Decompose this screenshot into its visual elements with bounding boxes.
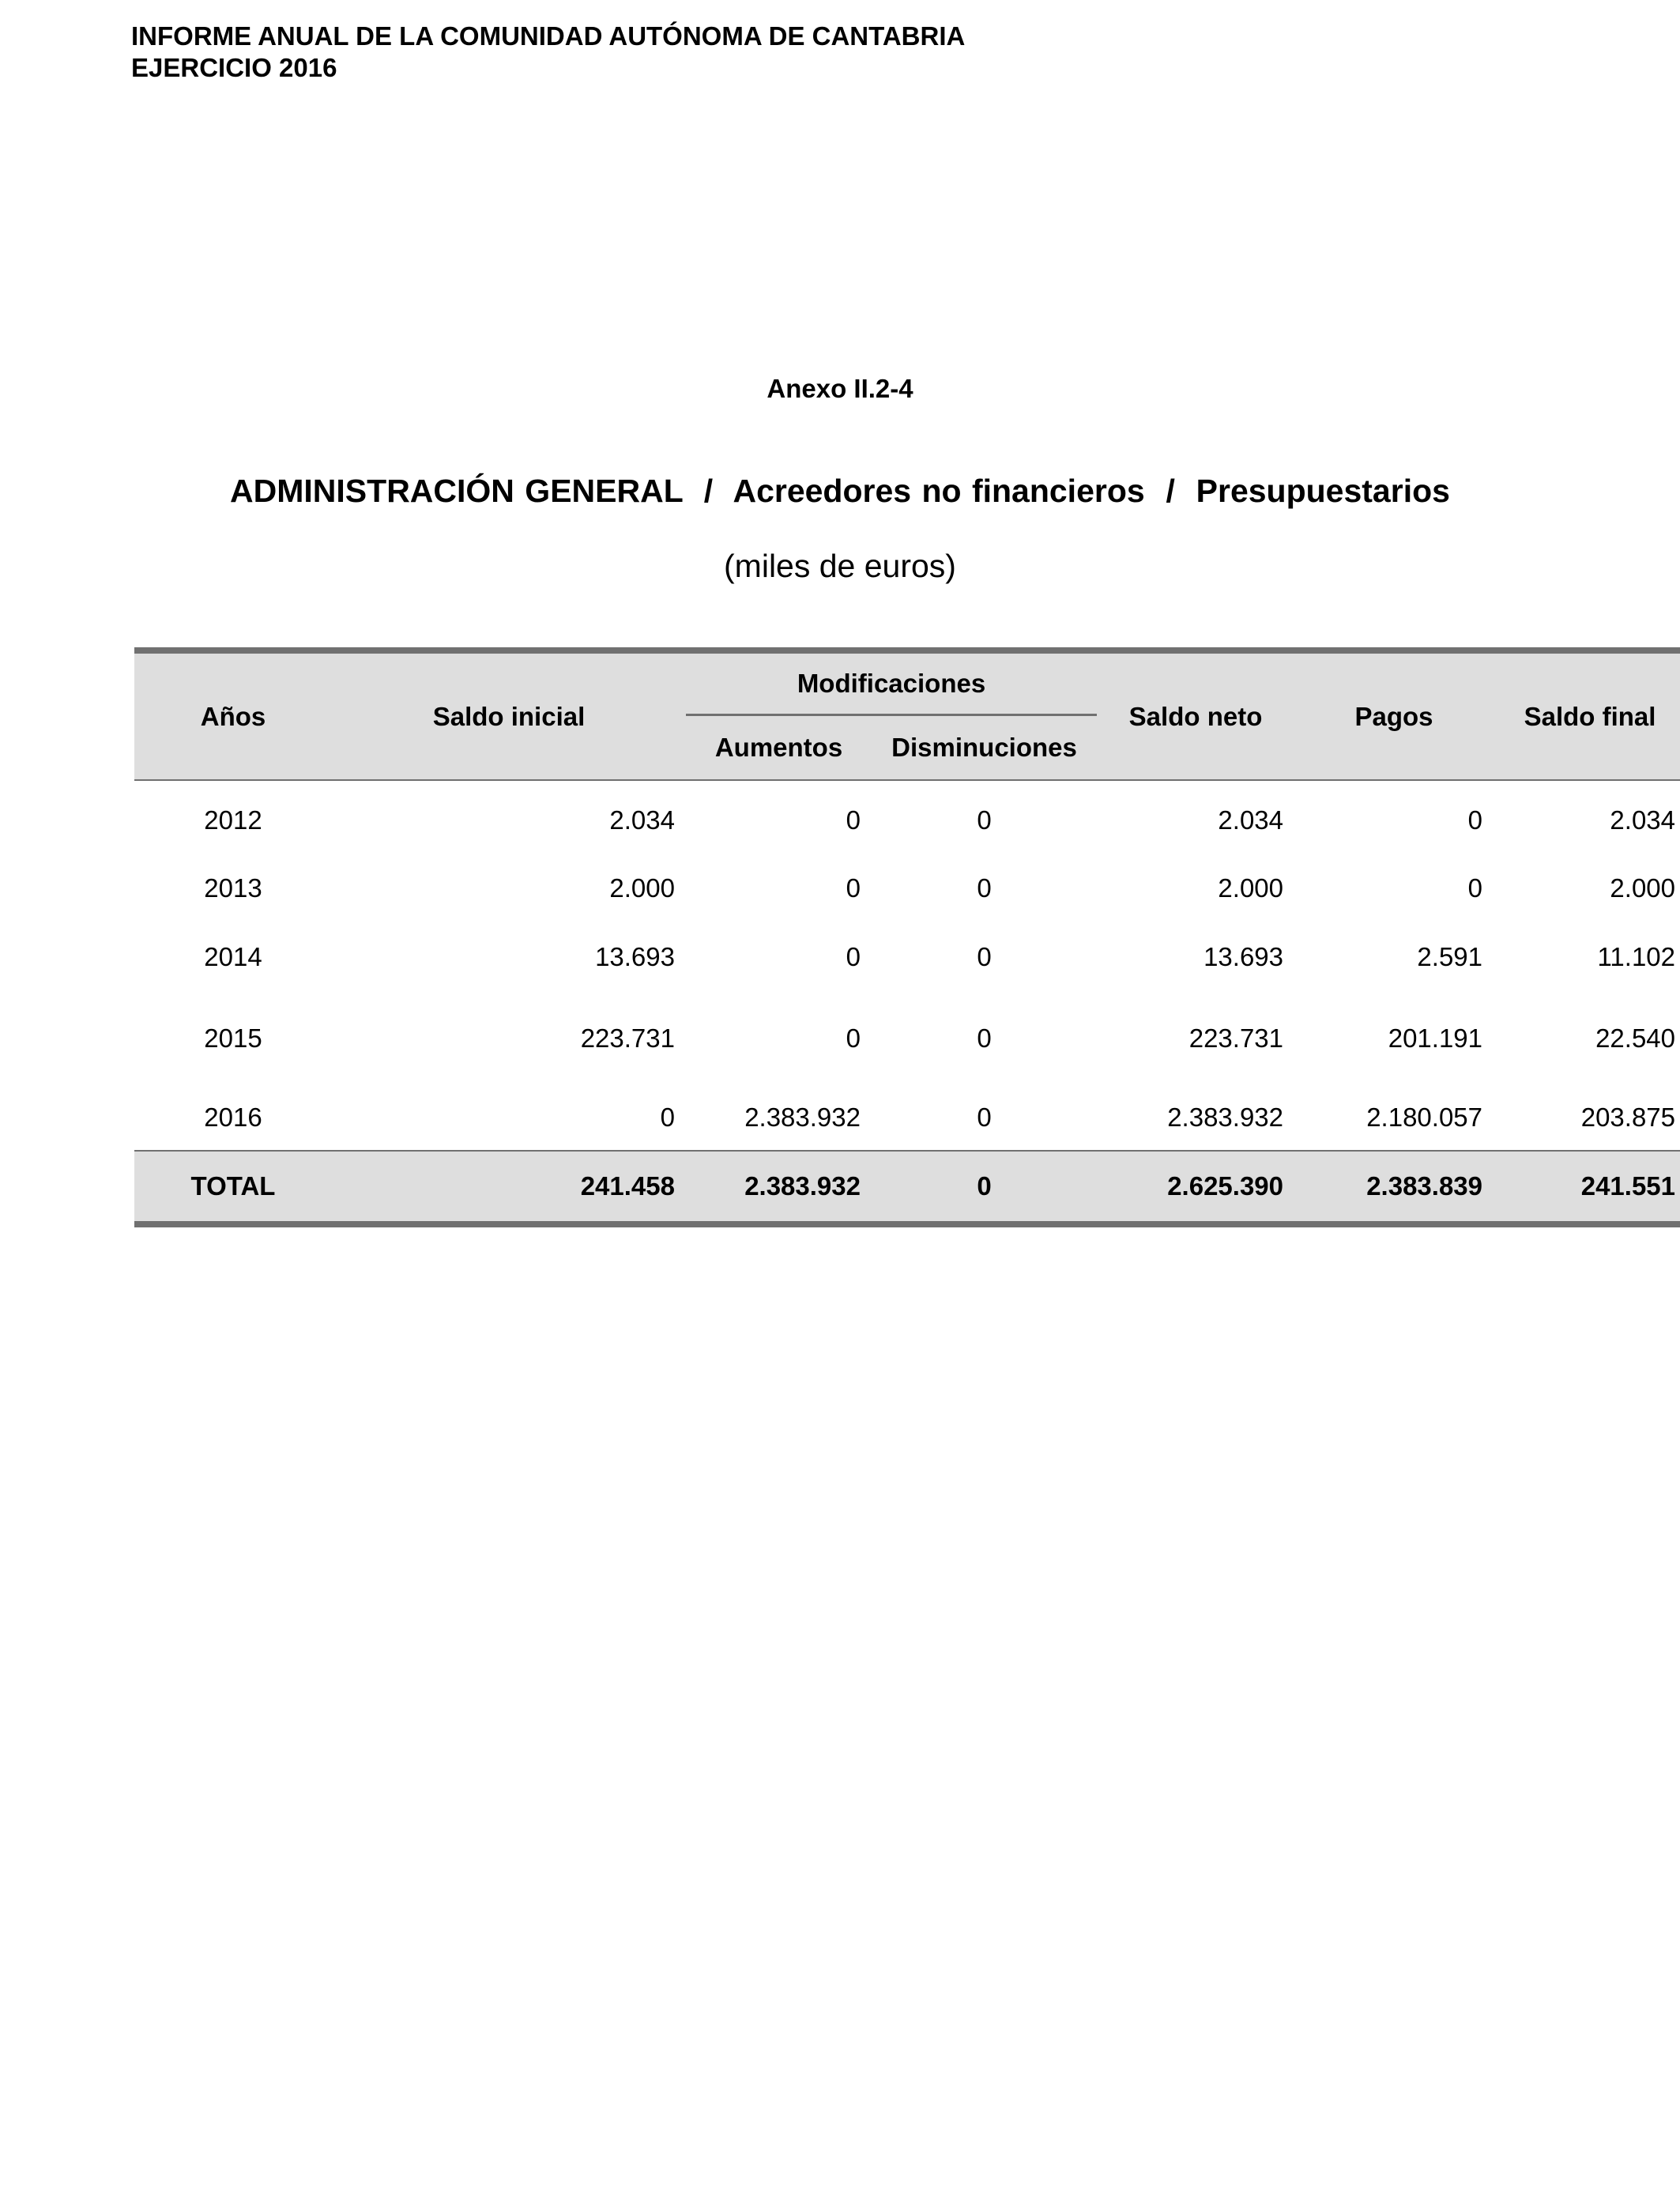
cell-pagos: 0 [1467, 805, 1483, 835]
units-subtitle: (miles de euros) [724, 548, 956, 584]
cell-saldo-neto: 2.034 [1218, 805, 1284, 835]
creditors-table [134, 647, 1680, 1227]
cell-saldo-inicial: 0 [660, 1103, 675, 1132]
page-title: ADMINISTRACIÓN GENERAL / Acreedores no financieros / Presupuestarios [230, 473, 1450, 509]
cell-total-aumentos: 2.383.932 [686, 1151, 872, 1224]
cell-aumentos: 0 [846, 805, 861, 835]
cell-year: 2012 [204, 805, 262, 835]
cell-year: 2014 [204, 942, 262, 971]
table-row [134, 992, 1680, 1085]
cell-saldo-neto: 2.000 [1218, 873, 1284, 903]
table-row [134, 1085, 1680, 1151]
table-row [134, 780, 1680, 854]
header-disminuciones: Disminuciones [872, 715, 1097, 781]
cell-saldo-final: 2.000 [1610, 873, 1676, 903]
cell-saldo-inicial: 2.034 [609, 805, 675, 835]
table-row [134, 854, 1680, 922]
table-row [134, 922, 1680, 992]
cell-aumentos: 2.383.932 [744, 1103, 861, 1132]
cell-disminuciones: 0 [977, 805, 992, 835]
cell-total-label: TOTAL [134, 1151, 332, 1224]
table-header-row [134, 650, 1680, 715]
cell-total-pagos: 2.383.839 [1294, 1151, 1494, 1224]
cell-disminuciones: 0 [977, 942, 992, 971]
cell-aumentos: 0 [846, 942, 861, 971]
cell-total-saldo-inicial: 241.458 [332, 1151, 686, 1224]
cell-aumentos: 0 [846, 1023, 861, 1053]
header-saldo-inicial: Saldo inicial [332, 650, 686, 780]
header-aumentos: Aumentos [686, 715, 872, 781]
cell-total-saldo-neto: 2.625.390 [1097, 1151, 1294, 1224]
cell-saldo-inicial: 2.000 [609, 873, 675, 903]
cell-pagos: 201.191 [1388, 1023, 1483, 1053]
cell-pagos: 2.180.057 [1366, 1103, 1483, 1132]
cell-pagos: 2.591 [1417, 942, 1483, 971]
report-header-year: EJERCICIO 2016 [131, 53, 337, 82]
cell-total-saldo-final: 241.551 [1494, 1151, 1680, 1224]
header-years: Años [134, 650, 332, 780]
cell-saldo-inicial: 223.731 [580, 1023, 675, 1053]
cell-disminuciones: 0 [977, 1103, 992, 1132]
cell-saldo-neto: 223.731 [1188, 1023, 1284, 1053]
report-header [131, 21, 965, 84]
cell-aumentos: 0 [846, 873, 861, 903]
cell-year: 2016 [204, 1103, 262, 1132]
cell-pagos: 0 [1467, 873, 1483, 903]
creditors-table-container [134, 647, 1676, 1227]
table-total-row [134, 1151, 1680, 1224]
cell-disminuciones: 0 [977, 1023, 992, 1053]
cell-saldo-final: 2.034 [1610, 805, 1676, 835]
header-modificaciones: Modificaciones [686, 650, 1097, 715]
cell-total-disminuciones: 0 [872, 1151, 1097, 1224]
cell-year: 2013 [204, 873, 262, 903]
cell-saldo-final: 11.102 [1597, 942, 1676, 971]
cell-saldo-inicial: 13.693 [595, 942, 675, 971]
cell-saldo-neto: 2.383.932 [1167, 1103, 1284, 1132]
report-header-title: INFORME ANUAL DE LA COMUNIDAD AUTÓNOMA DE CANTABRIA [131, 21, 966, 51]
header-saldo-neto: Saldo neto [1097, 650, 1294, 780]
annex-label: Anexo II.2-4 [767, 374, 913, 403]
header-saldo-final: Saldo final [1494, 650, 1680, 780]
cell-year: 2015 [204, 1023, 262, 1053]
cell-disminuciones: 0 [977, 873, 992, 903]
cell-saldo-final: 22.540 [1595, 1023, 1676, 1053]
header-pagos: Pagos [1294, 650, 1494, 780]
cell-saldo-neto: 13.693 [1203, 942, 1284, 971]
cell-saldo-final: 203.875 [1580, 1103, 1676, 1132]
